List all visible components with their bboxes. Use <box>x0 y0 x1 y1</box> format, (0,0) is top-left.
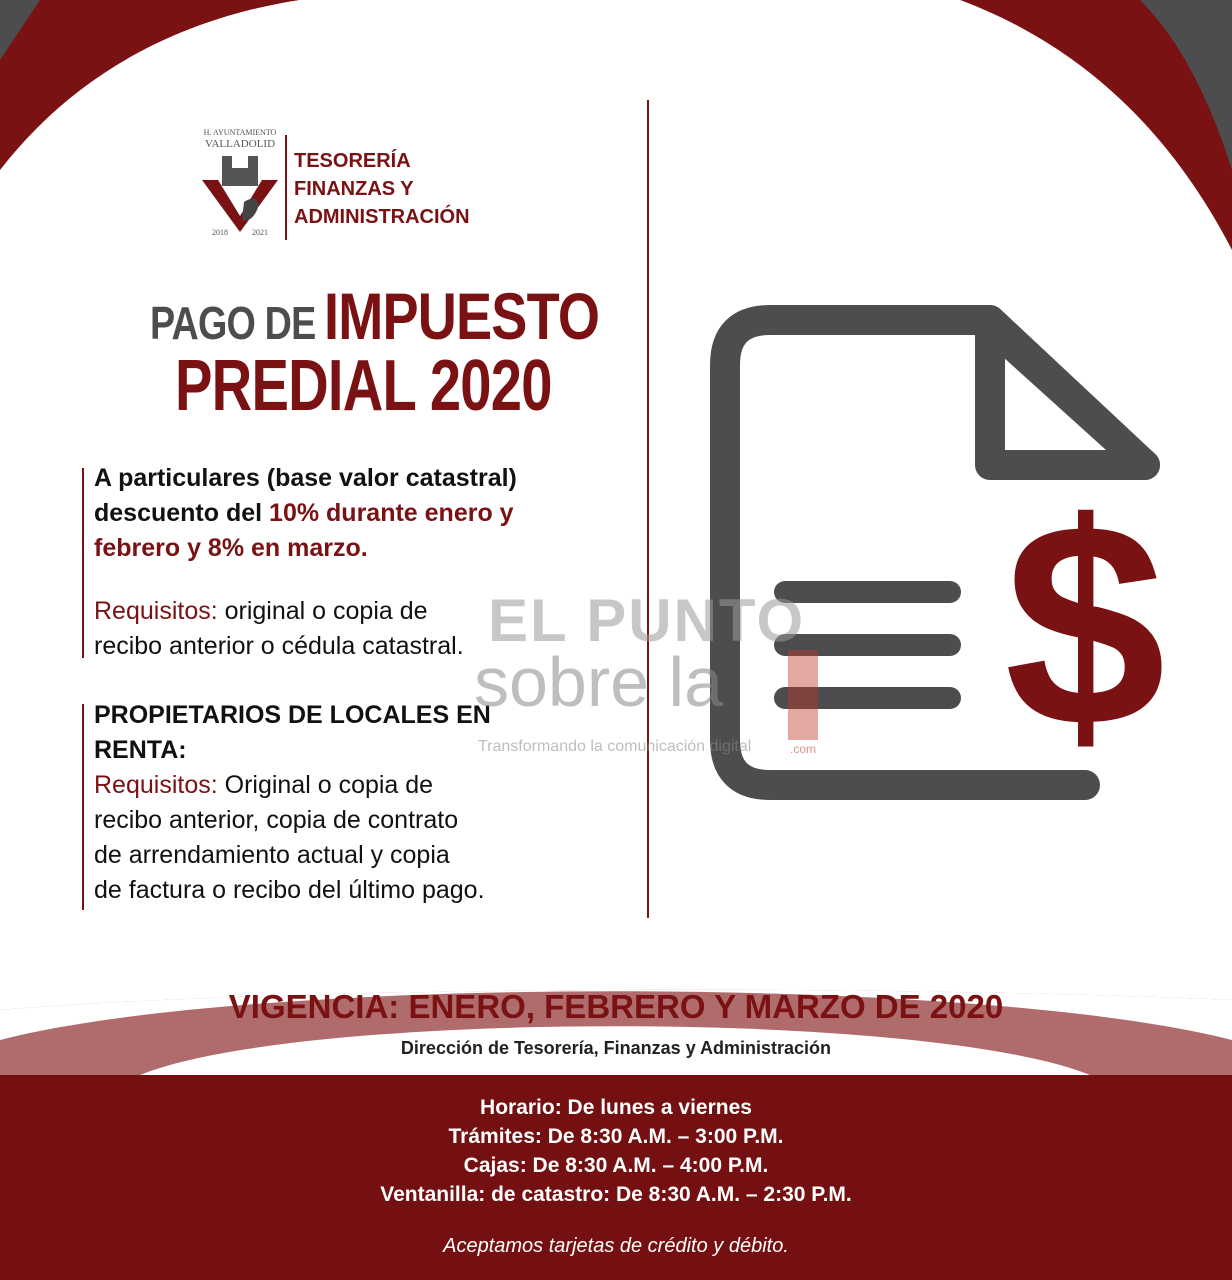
propietarios-line-1: PROPIETARIOS DE LOCALES EN <box>94 701 491 729</box>
direccion-subtitle: Dirección de Tesorería, Finanzas y Administración <box>400 1038 832 1058</box>
center-divider <box>647 100 649 918</box>
left-accent-bar-2 <box>82 704 84 910</box>
hours-block <box>0 1093 1232 1209</box>
logo-year-start: 2018 <box>212 228 228 237</box>
propietarios-requisitos-label: Requisitos: <box>94 771 218 799</box>
horario-line: Horario: De lunes a viernes <box>480 1096 752 1119</box>
requisitos-1-label: Requisitos: <box>94 597 218 625</box>
particulares-highlight: 10% durante enero y <box>269 499 514 527</box>
church-emblem-icon <box>200 150 280 236</box>
title-prefix: PAGO DE <box>150 297 316 349</box>
watermark-tagline: Transformando la comunicación digital <box>478 738 752 755</box>
logo-divider <box>285 135 287 240</box>
particulares-line-1: A particulares (base valor catastral) <box>94 464 517 492</box>
title-line-2: PREDIAL 2020 <box>175 346 552 426</box>
cajas-line: Cajas: De 8:30 A.M. – 4:00 P.M. <box>463 1154 769 1177</box>
watermark <box>470 580 850 760</box>
dept-line-1: TESORERÍA <box>294 150 411 172</box>
ventanilla-line: Ventanilla: de catastro: De 8:30 A.M. – 2:30 P.M. <box>380 1183 852 1206</box>
vigencia-heading: VIGENCIA: ENERO, FEBRERO Y MARZO DE 2020 <box>228 988 1004 1025</box>
logo-city: VALLADOLID <box>204 138 276 150</box>
logo-top-line: H. AYUNTAMIENTO <box>203 128 277 137</box>
payment-cards-note: Aceptamos tarjetas de crédito y débito. <box>443 1235 789 1257</box>
watermark-subtitle: sobre la <box>474 643 724 721</box>
municipal-logo <box>200 128 280 240</box>
dept-line-2: FINANZAS Y <box>294 178 414 200</box>
department-name <box>294 147 534 231</box>
particulares-line-2-prefix: descuento del <box>94 499 263 527</box>
propietarios-line-4: recibo anterior, copia de contrato <box>94 806 459 834</box>
dollar-symbol: $ <box>1004 463 1166 787</box>
propietarios-line-5: de arrendamiento actual y copia <box>94 841 450 869</box>
left-accent-bar-1 <box>82 468 84 658</box>
top-white-arc <box>0 0 1232 290</box>
logo-year-end: 2021 <box>252 228 268 237</box>
title-line-1 <box>150 278 599 354</box>
requisitos-1-line-1: original o copia de <box>224 597 428 625</box>
requisitos-1-line-2: recibo anterior o cédula catastral. <box>94 632 464 660</box>
footer-band <box>0 1075 1232 1280</box>
watermark-domain: .com <box>790 742 817 756</box>
propietarios-line-2: RENTA: <box>94 736 187 764</box>
dept-line-3: ADMINISTRACIÓN <box>294 206 470 228</box>
particulares-line-3: febrero y 8% en marzo. <box>94 534 368 562</box>
title-word: IMPUESTO <box>323 279 599 353</box>
particulares-block <box>94 461 644 566</box>
tramites-line: Trámites: De 8:30 A.M. – 3:00 P.M. <box>448 1125 784 1148</box>
propietarios-line-3: Original o copia de <box>224 771 434 799</box>
watermark-i-mark <box>788 650 818 740</box>
propietarios-line-6: de factura o recibo del último pago. <box>94 876 485 904</box>
watermark-title: EL PUNTO <box>488 587 806 654</box>
